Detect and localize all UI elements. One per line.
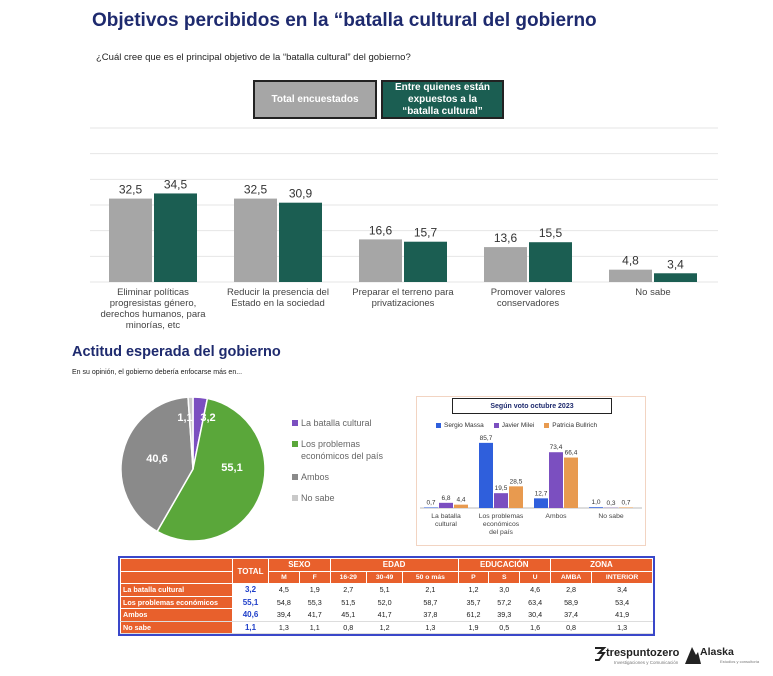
data-label: 0,7 (621, 499, 631, 507)
legend-swatch (494, 423, 499, 428)
table-cell: 0,8 (550, 621, 591, 634)
question-text: ¿Cuál cree que es el principal objetivo de la “batalla cultural” del gobierno? (96, 52, 411, 63)
data-label: 4,4 (456, 496, 466, 504)
pie-legend-label: Ambos (301, 472, 330, 482)
data-label: 34,5 (163, 177, 188, 192)
table-cell: 52,0 (366, 596, 402, 609)
table-total-cell: 1,1 (233, 621, 269, 634)
legend-expuestos-line-2: expuestos a la (408, 93, 477, 105)
bar (154, 193, 197, 282)
table-total-cell: 40,6 (233, 609, 269, 622)
table-row (121, 621, 653, 634)
table-cell: 1,2 (458, 584, 489, 597)
question-text-2: En su opinión, el gobierno debería enfocarse más en... (72, 369, 243, 376)
table-cell: 37,8 (403, 609, 458, 622)
category-label: económicos (482, 521, 520, 528)
vote-chart-title: Según voto octubre 2023 (452, 398, 612, 414)
pie-legend-item (292, 438, 404, 462)
table-cell: 0,8 (330, 621, 366, 634)
table-sub-header: F (299, 571, 330, 584)
bar (609, 270, 652, 282)
category-label: derechos humanos, para (100, 309, 206, 320)
vote-legend-label: Sergio Massa (444, 422, 484, 429)
table-cell: 37,4 (550, 609, 591, 622)
table-group-header: ZONA (550, 559, 652, 572)
table-corner (121, 559, 233, 572)
category-label: privatizaciones (371, 298, 435, 309)
pie-legend (292, 417, 404, 513)
table-cell: 53,4 (592, 596, 653, 609)
table-group-row (121, 559, 653, 572)
table-cell: 1,9 (458, 621, 489, 634)
category-label: del país (489, 529, 513, 536)
bar (529, 242, 572, 282)
table-cell: 58,9 (550, 596, 591, 609)
legend-swatch (292, 441, 298, 447)
legend-expuestos-line-1: Entre quienes están (394, 81, 491, 93)
pie-value-label: 3,2 (200, 412, 216, 424)
table-cell: 2,7 (330, 584, 366, 597)
category-label: conservadores (496, 298, 560, 309)
table-cell: 1,3 (403, 621, 458, 634)
data-label: 15,7 (413, 225, 438, 240)
table-sub-header: S (489, 571, 520, 584)
table-cell: 39,3 (489, 609, 520, 622)
table-cell: 39,4 (269, 609, 300, 622)
table-cell: 2,8 (550, 584, 591, 597)
category-label: progresistas género, (109, 298, 197, 309)
legend-swatch (544, 423, 549, 428)
table-cell: 4,5 (269, 584, 300, 597)
vote-panel (416, 396, 646, 546)
data-label: 16,6 (368, 223, 393, 238)
table-row-label: Los problemas económicos (121, 596, 233, 609)
table-cell: 4,6 (520, 584, 551, 597)
data-label: 32,5 (118, 182, 143, 197)
table-cell: 1,2 (366, 621, 402, 634)
vote-legend-item (494, 422, 535, 429)
table-row (121, 584, 653, 597)
table-total-header: TOTAL (233, 559, 269, 584)
table-sub-header: 50 o más (403, 571, 458, 584)
data-label: 4,8 (622, 253, 639, 268)
bar-chart-1 (100, 177, 697, 331)
data-label: 32,5 (243, 182, 268, 197)
pie-chart (121, 397, 265, 541)
table-sub-header: INTERIOR (592, 571, 653, 584)
table-cell: 3,4 (592, 584, 653, 597)
data-label: 0,7 (426, 499, 436, 507)
brand-trespuntozero-sub: Investigaciones y Comunicación (614, 660, 679, 665)
table-row (121, 609, 653, 622)
category-label: Promover valores (490, 287, 566, 298)
data-label: 13,6 (493, 231, 518, 246)
bar (279, 203, 322, 282)
table-cell: 2,1 (403, 584, 458, 597)
pie-legend-item (292, 417, 404, 429)
table-sub-row (121, 571, 653, 584)
legend-swatch (292, 495, 298, 501)
table-cell: 1,1 (299, 621, 330, 634)
table-cell: 1,3 (592, 621, 653, 634)
category-label: Reducir la presencia del (227, 287, 329, 298)
category-label: No sabe (635, 287, 671, 298)
table-corner-2 (121, 571, 233, 584)
vote-legend (436, 422, 597, 429)
table-cell: 41,7 (366, 609, 402, 622)
table-cell: 0,5 (489, 621, 520, 634)
vote-legend-label: Patricia Bullrich (552, 422, 598, 429)
pie-legend-item (292, 492, 404, 504)
data-label: 3,4 (667, 257, 684, 272)
data-label: 12,7 (534, 490, 548, 498)
crosstab-table (120, 558, 653, 634)
bar (484, 247, 527, 282)
brand-alaska: Alaska (700, 646, 734, 658)
table-cell: 41,9 (592, 609, 653, 622)
brand-trespuntozero: trespuntozero (606, 647, 680, 659)
table-sub-header: M (269, 571, 300, 584)
pie-legend-item (292, 471, 404, 483)
table-cell: 3,0 (489, 584, 520, 597)
vote-legend-item (436, 422, 484, 429)
data-label: 73,4 (549, 444, 563, 452)
pie-value-label: 55,1 (221, 462, 243, 474)
table-group-header: EDUCACIÓN (458, 559, 550, 572)
table-sub-header: P (458, 571, 489, 584)
table-cell: 51,5 (330, 596, 366, 609)
table-cell: 45,1 (330, 609, 366, 622)
table-cell: 61,2 (458, 609, 489, 622)
category-label: Preparar el terreno para (352, 287, 454, 298)
data-label: 28,5 (509, 478, 523, 486)
pie-value-label: 40,6 (146, 453, 168, 465)
table-cell: 1,3 (269, 621, 300, 634)
trespuntozero-logo-icon (593, 646, 607, 662)
table-sub-header: 16-29 (330, 571, 366, 584)
data-label: 19,5 (494, 485, 508, 493)
category-label: Los problemas (478, 513, 524, 520)
data-label: 0,3 (606, 499, 616, 507)
bar (654, 273, 697, 282)
bar (109, 199, 152, 282)
table-cell: 41,7 (299, 609, 330, 622)
table-sub-header: AMBA (550, 571, 591, 584)
page-title: Objetivos percibidos en la “batalla cultural del gobierno (92, 10, 597, 31)
table-cell: 1,6 (520, 621, 551, 634)
table-cell: 63,4 (520, 596, 551, 609)
legend-total-label: Total encuestados (271, 94, 359, 105)
bar (404, 242, 447, 282)
bar (359, 239, 402, 282)
table-cell: 1,9 (299, 584, 330, 597)
table-cell: 55,3 (299, 596, 330, 609)
category-label: Ambos (545, 513, 567, 520)
table-cell: 30,4 (520, 609, 551, 622)
category-label: cultural (435, 521, 457, 528)
data-label: 30,9 (288, 186, 313, 201)
table-cell: 58,7 (403, 596, 458, 609)
table-total-cell: 3,2 (233, 584, 269, 597)
vote-legend-item (544, 422, 597, 429)
table-sub-header: 30-49 (366, 571, 402, 584)
table-cell: 54,8 (269, 596, 300, 609)
table-row-label: No sabe (121, 621, 233, 634)
category-label: No sabe (598, 513, 624, 520)
table-group-header: SEXO (269, 559, 331, 572)
table-group-header: EDAD (330, 559, 458, 572)
legend-expuestos-line-3: “batalla cultural” (402, 105, 483, 117)
category-label: La batalla (431, 513, 461, 520)
table-cell: 35,7 (458, 596, 489, 609)
data-label: 15,5 (538, 226, 563, 241)
table-row-label: La batalla cultural (121, 584, 233, 597)
pie-value-label: 1,1 (177, 412, 193, 424)
data-label: 6,8 (441, 494, 451, 502)
pie-legend-label: La batalla cultural (301, 418, 372, 428)
data-label: 1,0 (591, 499, 601, 507)
table-cell: 5,1 (366, 584, 402, 597)
legend-swatch (292, 420, 298, 426)
legend-swatch (292, 474, 298, 480)
brand-alaska-sub: Estudios y consultoría (720, 659, 760, 664)
data-label: 85,7 (479, 434, 493, 442)
category-label: Estado en la sociedad (231, 298, 325, 309)
category-label: Eliminar políticas (117, 287, 189, 298)
data-label: 66,4 (564, 449, 578, 457)
pie-legend-label: No sabe (301, 493, 335, 503)
table-row-label: Ambos (121, 609, 233, 622)
pie-legend-label: Los problemas económicos del país (301, 439, 384, 461)
bar (234, 199, 277, 282)
category-label: minorías, etc (125, 320, 181, 331)
section-title-actitud: Actitud esperada del gobierno (72, 344, 281, 360)
legend-swatch (436, 423, 441, 428)
table-sub-header: U (520, 571, 551, 584)
table-total-cell: 55,1 (233, 596, 269, 609)
table-row (121, 596, 653, 609)
table-cell: 57,2 (489, 596, 520, 609)
vote-legend-label: Javier Milei (501, 422, 535, 429)
